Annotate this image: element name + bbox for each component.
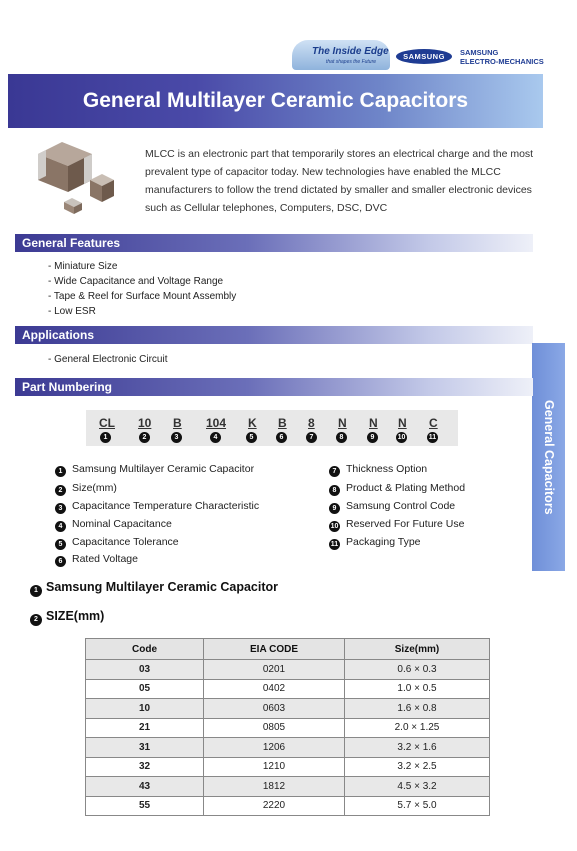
number-badge: 8 — [336, 432, 347, 443]
list-item: - Low ESR — [48, 306, 96, 317]
table-cell: 03 — [86, 660, 204, 680]
table-cell: 43 — [86, 777, 204, 797]
samsung-logo: SAMSUNG — [396, 49, 452, 64]
inside-edge-tagline: that shapes the Future — [326, 59, 377, 65]
legend-label: Product & Plating Method — [346, 482, 466, 494]
table-cell: 3.2 × 1.6 — [345, 738, 490, 758]
table-cell: 1206 — [204, 738, 345, 758]
part-code: N — [369, 416, 378, 430]
table-cell: 4.5 × 3.2 — [345, 777, 490, 797]
table-cell: 10 — [86, 699, 204, 719]
company-name — [460, 48, 544, 66]
number-badge: 10 — [397, 434, 406, 441]
section-heading-1 — [30, 580, 278, 597]
legend-item — [55, 518, 259, 536]
part-code: B — [173, 416, 182, 430]
table-row — [86, 660, 490, 680]
inside-edge-logo — [292, 40, 390, 70]
part-numbering-heading: Part Numbering — [15, 378, 533, 396]
intro-text: MLCC is an electronic part that temporarily stores an electrical charge and the most prevalent type of capacitor today. New technologies have enabled the MLCC manufacturers to follow the trend dictated by smaller and smaller electronic devices such as Cellular telephones, Computers, DSC, DVC — [145, 148, 534, 214]
number-badge: 2 — [30, 614, 42, 626]
number-badge: 1 — [30, 585, 42, 597]
number-badge: 1 — [100, 432, 111, 443]
company-name-line2: ELECTRO-MECHANICS — [460, 57, 544, 66]
inside-edge-text: The Inside Edge — [312, 46, 389, 57]
table-cell: 1210 — [204, 757, 345, 777]
side-tab-label: General Capacitors — [542, 399, 556, 515]
section-heading-2 — [30, 609, 104, 626]
table-cell: 3.2 × 2.5 — [345, 757, 490, 777]
table-cell: 2220 — [204, 796, 345, 816]
part-code: C — [429, 416, 438, 430]
number-badge: 3 — [171, 432, 182, 443]
part-code: 104 — [206, 416, 227, 430]
legend-item — [329, 536, 465, 553]
legend-right — [329, 463, 465, 553]
table-header-row — [86, 639, 490, 660]
number-badge: 7 — [329, 466, 340, 477]
table-cell: 31 — [86, 738, 204, 758]
number-badge: 6 — [55, 556, 66, 567]
number-badge: 1 — [55, 466, 66, 477]
features-list — [48, 259, 236, 319]
number-badge: 9 — [329, 503, 340, 514]
table-cell: 21 — [86, 718, 204, 738]
table-cell: 0603 — [204, 699, 345, 719]
list-item: - Tape & Reel for Surface Mount Assembly — [48, 291, 237, 302]
part-code: N — [338, 416, 347, 430]
table-cell: 2.0 × 1.25 — [345, 718, 490, 738]
number-badge: 6 — [276, 432, 287, 443]
part-code: 10 — [138, 416, 152, 430]
number-badge: 4 — [210, 432, 221, 443]
column-header: EIA CODE — [204, 639, 345, 660]
applications-heading: Applications — [15, 326, 533, 344]
part-code: 8 — [308, 416, 315, 430]
number-badge: 5 — [55, 539, 66, 550]
table-cell: 55 — [86, 796, 204, 816]
legend-item — [329, 463, 465, 482]
number-badge: 3 — [55, 503, 66, 514]
table-row — [86, 699, 490, 719]
legend-label: Capacitance Tolerance — [72, 536, 179, 548]
list-item: - General Electronic Circuit — [48, 354, 168, 365]
number-badge: 7 — [306, 432, 317, 443]
legend-item — [329, 482, 465, 500]
legend-label: Thickness Option — [346, 463, 428, 475]
number-badge: 8 — [329, 485, 340, 496]
legend-label: Size(mm) — [72, 482, 117, 494]
legend-label: Samsung Multilayer Ceramic Capacitor — [72, 463, 255, 475]
legend-item — [55, 500, 259, 518]
table-cell: 05 — [86, 679, 204, 699]
table-row — [86, 796, 490, 816]
table-cell: 1812 — [204, 777, 345, 797]
capacitor-image — [34, 136, 124, 222]
table-cell: 0402 — [204, 679, 345, 699]
legend-label: Packaging Type — [346, 536, 421, 548]
table-cell: 1.0 × 0.5 — [345, 679, 490, 699]
list-item: - Wide Capacitance and Voltage Range — [48, 276, 224, 287]
part-code: CL — [99, 416, 115, 430]
table-cell: 0805 — [204, 718, 345, 738]
legend-label: Capacitance Temperature Characteristic — [72, 500, 260, 512]
column-header: Code — [86, 639, 204, 660]
column-header: Size(mm) — [345, 639, 490, 660]
table-row — [86, 757, 490, 777]
number-badge: 2 — [55, 485, 66, 496]
table-row — [86, 777, 490, 797]
table-cell: 0.6 × 0.3 — [345, 660, 490, 680]
legend-item — [55, 482, 259, 500]
table-cell: 32 — [86, 757, 204, 777]
list-item: - Miniature Size — [48, 261, 118, 272]
legend-left — [55, 463, 259, 571]
part-code: N — [398, 416, 407, 430]
number-badge: 11 — [330, 541, 339, 548]
number-badge: 9 — [367, 432, 378, 443]
number-badge: 11 — [428, 434, 437, 441]
table-row — [86, 679, 490, 699]
legend-label: Rated Voltage — [72, 553, 138, 565]
legend-label: Samsung Control Code — [346, 500, 456, 512]
part-code: B — [278, 416, 287, 430]
general-features-heading: General Features — [15, 234, 533, 252]
heading-text: SIZE(mm) — [46, 609, 105, 623]
legend-item — [329, 518, 465, 536]
legend-item — [55, 536, 259, 553]
table-cell: 5.7 × 5.0 — [345, 796, 490, 816]
page-title: General Multilayer Ceramic Capacitors — [82, 89, 469, 112]
legend-item — [329, 500, 465, 518]
number-badge: 5 — [246, 432, 257, 443]
table-cell: 0201 — [204, 660, 345, 680]
legend-label: Nominal Capacitance — [72, 518, 172, 530]
table-cell: 1.6 × 0.8 — [345, 699, 490, 719]
legend-item — [55, 463, 259, 482]
table-row — [86, 718, 490, 738]
part-code: K — [248, 416, 257, 430]
company-name-line1: SAMSUNG — [460, 48, 499, 57]
size-table — [85, 638, 490, 816]
legend-item — [55, 553, 259, 571]
number-badge: 2 — [139, 432, 150, 443]
number-badge: 4 — [55, 521, 66, 532]
legend-label: Reserved For Future Use — [346, 518, 465, 530]
applications-list — [48, 352, 167, 367]
number-badge: 10 — [330, 523, 339, 530]
heading-text: Samsung Multilayer Ceramic Capacitor — [46, 580, 279, 594]
table-row — [86, 738, 490, 758]
